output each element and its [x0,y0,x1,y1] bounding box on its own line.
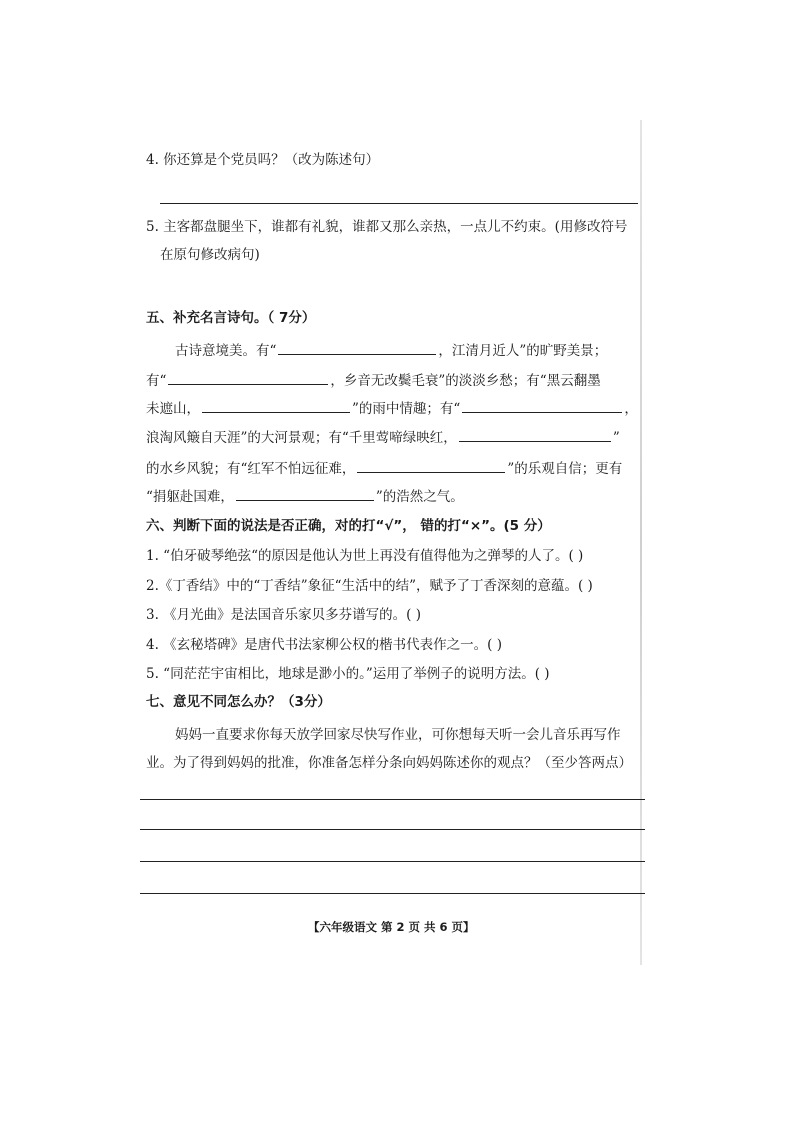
page-footer: 【六年级语文 第 2 页 共 6 页】 [308,920,475,934]
judge-item-1: 1. “伯牙破琴绝弦“的原因是他认为世上再没有值得他为之弹琴的人了。( ) [146,548,584,564]
answer-line-1[interactable] [140,799,645,800]
section-6-heading: 六、判断下面的说法是否正确，对的打“√”， 错的打“×”。(5 分） [146,518,551,534]
section-5-para-line1: 古诗意境美。有“ ，江清月近人”的旷野美景； [175,340,607,361]
answer-line-q4[interactable] [160,203,638,204]
blank-2[interactable] [168,370,328,385]
section-5-para-line2: 有“ ，乡音无改鬓毛衰”的淡淡乡愁；有“黑云翻墨 [146,370,601,391]
section-7-prompt-line2: 业。为了得到妈妈的批准，你准备怎样分条向妈妈陈述你的观点？（至少答两点） [146,755,632,771]
judge-item-3: 3. 《月光曲》是法国音乐家贝多芬谱写的。( ) [146,607,421,623]
judge-item-4: 4. 《玄秘塔碑》是唐代书法家柳公权的楷书代表作之一。( ) [146,637,502,653]
answer-line-4[interactable] [140,893,645,894]
blank-5[interactable] [459,427,611,442]
blank-4[interactable] [462,398,622,413]
question-4: 4. 你还算是个党员吗？（改为陈述句） [146,152,380,168]
answer-line-3[interactable] [140,861,645,862]
blank-6[interactable] [357,458,505,473]
judge-item-5: 5. “同茫茫宇宙相比，地球是渺小的。”运用了举例子的说明方法。( ) [146,666,550,682]
blank-1[interactable] [278,340,436,355]
answer-line-2[interactable] [140,829,645,830]
section-5-para-line6: “捐躯赴国难， ”的浩然之气。 [146,486,464,507]
section-5-para-line3: 未遮山， ”的雨中情趣；有“ ， [146,398,638,419]
section-5-heading: 五、补充名言诗句。（ 7分） [146,310,316,326]
question-5-line2: 在原句修改病句) [160,247,260,263]
scan-edge [640,120,642,965]
section-7-heading: 七、意见不同怎么办？（3分） [146,694,331,710]
blank-3[interactable] [202,398,350,413]
question-5-line1: 5. 主客都盘腿坐下，谁都有礼貌，谁都又那么亲热，一点儿不约束。(用修改符号 [146,219,628,235]
blank-7[interactable] [236,486,374,501]
section-5-para-line4: 浪淘风簸自天涯”的大河景观；有“千里莺啼绿映红， ” [146,427,620,448]
section-7-prompt-line1: 妈妈一直要求你每天放学回家尽快写作业，可你想每天听一会儿音乐再写作 [175,727,621,743]
section-5-para-line5: 的水乡风貌；有“红军不怕远征难， ”的乐观自信；更有 [146,458,622,479]
judge-item-2: 2.《丁香结》中的“丁香结”象征“生活中的结”，赋予了丁香深刻的意蕴。( ) [146,578,593,594]
